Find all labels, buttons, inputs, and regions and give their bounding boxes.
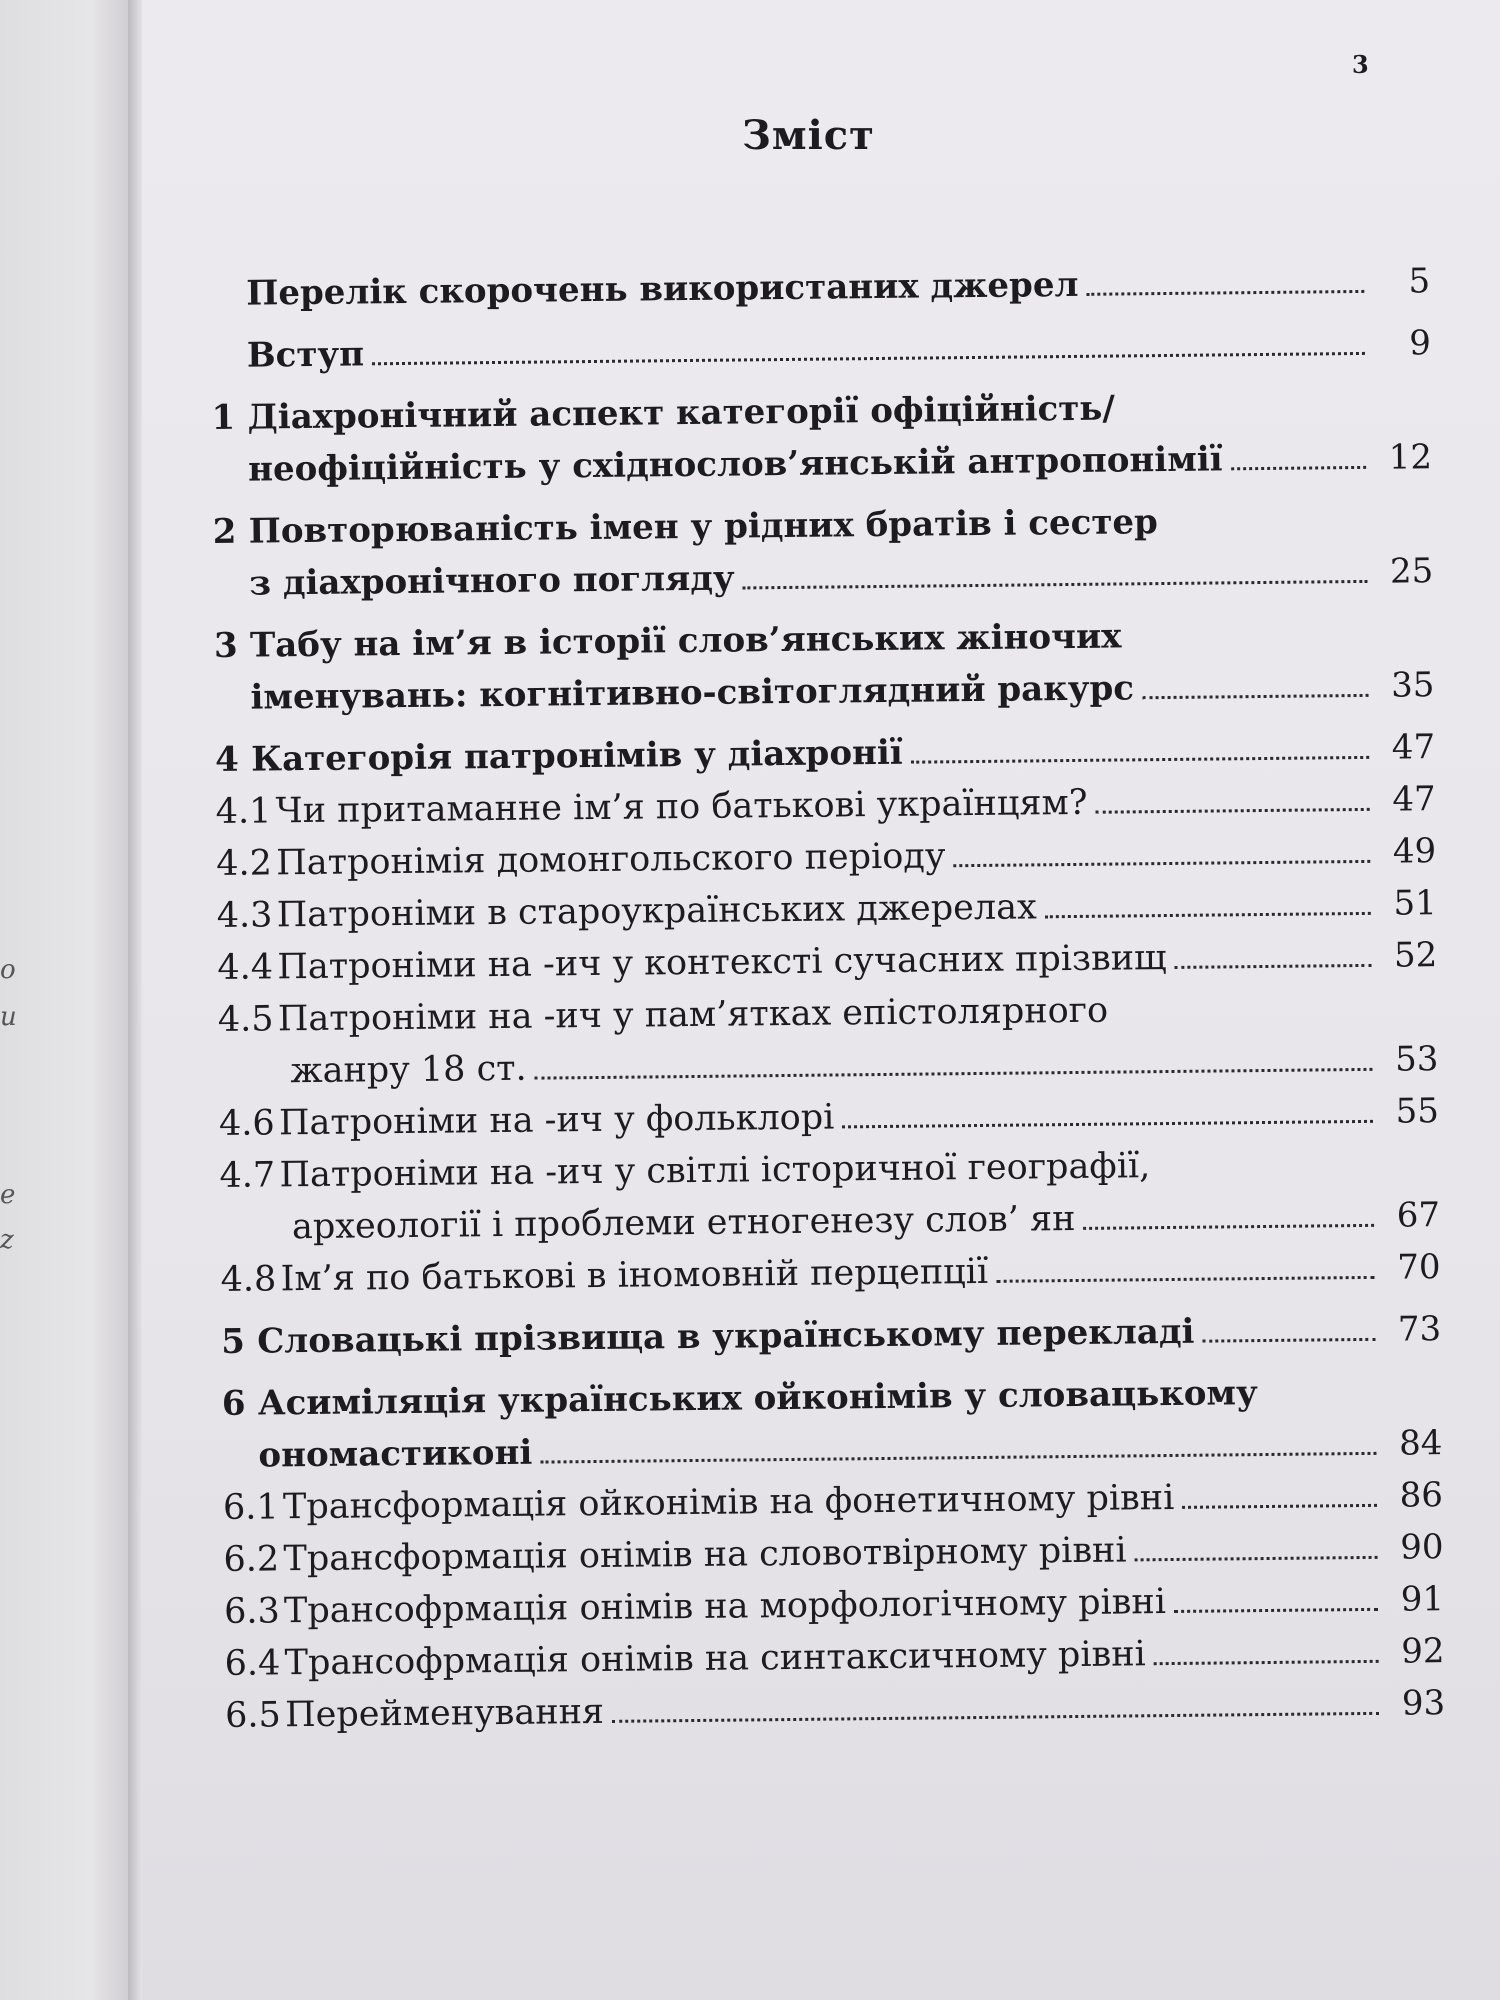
toc-entry-page: 35 [1390, 665, 1435, 706]
toc-entry-number: 6.1 [222, 1487, 279, 1528]
dot-leader [1203, 1338, 1376, 1343]
toc-entry-page: 73 [1397, 1309, 1442, 1350]
toc-entry-title: Трансофрмація онімів на синтаксичному рівні [284, 1634, 1146, 1684]
toc-entry-title: Трансофрмація онімів на морфологічному рівні [283, 1582, 1167, 1632]
toc-entry-number: 1 [211, 397, 236, 438]
page-title: Зміст [742, 112, 875, 159]
toc-entry-title: Патроніми на -ич у пам’ятках епістолярного [277, 990, 1109, 1040]
toc-entry-title: Патронімія домонгольского періоду [276, 836, 946, 884]
toc-entry-page: 90 [1399, 1527, 1444, 1568]
dot-leader [1182, 1504, 1377, 1509]
toc-entry-number: 6.3 [223, 1591, 280, 1632]
toc-entry-title: Табу на ім’я в історії слов’янських жіночих [249, 616, 1122, 666]
dot-leader [1154, 1660, 1379, 1665]
book-gutter [128, 0, 142, 2000]
toc-entry-number: 4.2 [216, 843, 273, 884]
toc-entry-title: жанру 18 ст. [290, 1048, 527, 1092]
facing-page-fragment: е [0, 1180, 16, 1210]
toc-entry-title: неофіційність у східнослов’янській антропонімії [247, 439, 1223, 490]
toc-entry-page: 84 [1398, 1423, 1443, 1464]
toc-entry-title: Перейменування [284, 1691, 605, 1736]
toc-entry-title: Категорія патронімів у діахронії [250, 732, 903, 780]
toc-entry-number: 6.4 [224, 1643, 281, 1684]
toc-entry-title: Чи притаманне ім’я по батькові українцям? [275, 782, 1088, 832]
dot-leader [1175, 964, 1372, 969]
toc-entry-page: 5 [1408, 261, 1431, 302]
dot-leader [954, 860, 1371, 867]
toc-entry-title: Словацькі прізвища в українському перекладі [257, 1311, 1195, 1362]
toc-entry-number: 4.1 [215, 791, 272, 832]
dot-leader [372, 352, 1365, 365]
toc-entry-title: Асиміляція українських ойконімів у словацькому [257, 1373, 1258, 1424]
toc-entry [214, 607, 1435, 724]
facing-page-fragment: z [0, 1225, 14, 1255]
toc-entry-number: 4.7 [219, 1155, 276, 1196]
dot-leader [743, 580, 1368, 590]
facing-page-fragment: о [0, 955, 16, 985]
toc-entry-page: 70 [1397, 1247, 1441, 1288]
toc-entry-number: 3 [213, 625, 238, 666]
toc-entry-page: 91 [1400, 1579, 1445, 1620]
toc-entry [222, 1365, 1443, 1482]
toc-entry-title: археології і проблеми етногенезу слов’ ян [291, 1198, 1076, 1248]
toc-entry-title: Трансформація онімів на словотвірному рівні [283, 1530, 1127, 1580]
table-of-contents [210, 255, 1445, 1742]
dot-leader [1084, 1224, 1375, 1230]
toc-entry-number: 4.3 [216, 895, 273, 936]
dot-leader [1231, 466, 1367, 470]
toc-entry-page: 53 [1394, 1039, 1439, 1080]
toc-entry-number: 2 [212, 511, 237, 552]
toc-entry [219, 1137, 1440, 1254]
dot-leader [1174, 1608, 1378, 1613]
dot-leader [1045, 912, 1371, 918]
dot-leader [540, 1452, 1376, 1464]
dot-leader [1096, 808, 1370, 814]
toc-entry-title: Патроніми на -ич у світлі історичної географії, [279, 1146, 1151, 1196]
toc-entry-page: 52 [1393, 935, 1438, 976]
toc-entry-title: ономастиконі [258, 1432, 533, 1476]
toc-entry-page: 9 [1409, 323, 1432, 364]
toc-entry-number: 5 [221, 1321, 246, 1362]
toc-entry-page: 55 [1395, 1091, 1440, 1132]
toc-entry-number: 4 [214, 739, 240, 780]
facing-page-fragment: и [0, 1002, 17, 1032]
toc-entry-title: іменувань: когнітивно-світоглядний ракурс [250, 668, 1135, 718]
dot-leader [1142, 694, 1368, 699]
toc-entry-page: 51 [1393, 883, 1437, 924]
toc-entry-page: 86 [1399, 1475, 1444, 1516]
toc-entry-title: Ім’я по батькові в іномовній перцепції [280, 1251, 989, 1300]
dot-leader [1087, 290, 1365, 296]
dot-leader [911, 756, 1369, 764]
toc-entry-page: 47 [1392, 779, 1436, 820]
page-number: 3 [1352, 50, 1369, 79]
toc-entry-title: Патроніми на -ич у фольклорі [278, 1097, 835, 1144]
toc-entry-page: 47 [1391, 727, 1436, 768]
toc-entry-number: 4.6 [218, 1103, 275, 1144]
toc-entry-page: 92 [1401, 1631, 1445, 1672]
toc-entry-title: Вступ [246, 334, 365, 376]
toc-entry [212, 493, 1433, 610]
toc-entry-title: Повторюваність імен у рідних братів і сестер [248, 502, 1159, 552]
dot-leader [996, 1276, 1374, 1283]
dot-leader [612, 1712, 1379, 1723]
toc-entry-number: 4.8 [220, 1259, 277, 1300]
toc-entry-page: 25 [1389, 551, 1434, 592]
toc-entry [211, 379, 1432, 496]
facing-page [0, 0, 130, 2000]
toc-entry-number: 6 [221, 1383, 246, 1424]
toc-entry-title: Трансформація ойконімів на фонетичному рівні [282, 1477, 1175, 1528]
toc-entry-number: 4.5 [217, 999, 274, 1040]
toc-entry [218, 981, 1439, 1098]
toc-entry-number: 4.4 [217, 947, 274, 988]
toc-entry-page: 12 [1388, 437, 1433, 478]
toc-entry-page: 93 [1401, 1683, 1446, 1724]
toc-entry-page: 67 [1396, 1195, 1441, 1236]
toc-entry-title: Перелік скорочень використаних джерел [246, 264, 1079, 314]
toc-entry-title: Діахронічний аспект категорії офіційність/ [247, 388, 1115, 438]
toc-entry-title: Патроніми в староукраїнських джерелах [276, 887, 1037, 936]
toc-entry-number: 6.5 [224, 1695, 282, 1736]
toc-entry-title: Патроніми на -ич у контексті сучасних прізвищ [277, 938, 1167, 988]
toc-entry-title: з діахронічного погляду [249, 558, 735, 604]
toc-entry-page: 49 [1392, 831, 1437, 872]
dot-leader [1135, 1556, 1378, 1562]
toc-entry-number: 6.2 [223, 1539, 280, 1580]
dot-leader [535, 1068, 1373, 1080]
dot-leader [842, 1120, 1373, 1129]
